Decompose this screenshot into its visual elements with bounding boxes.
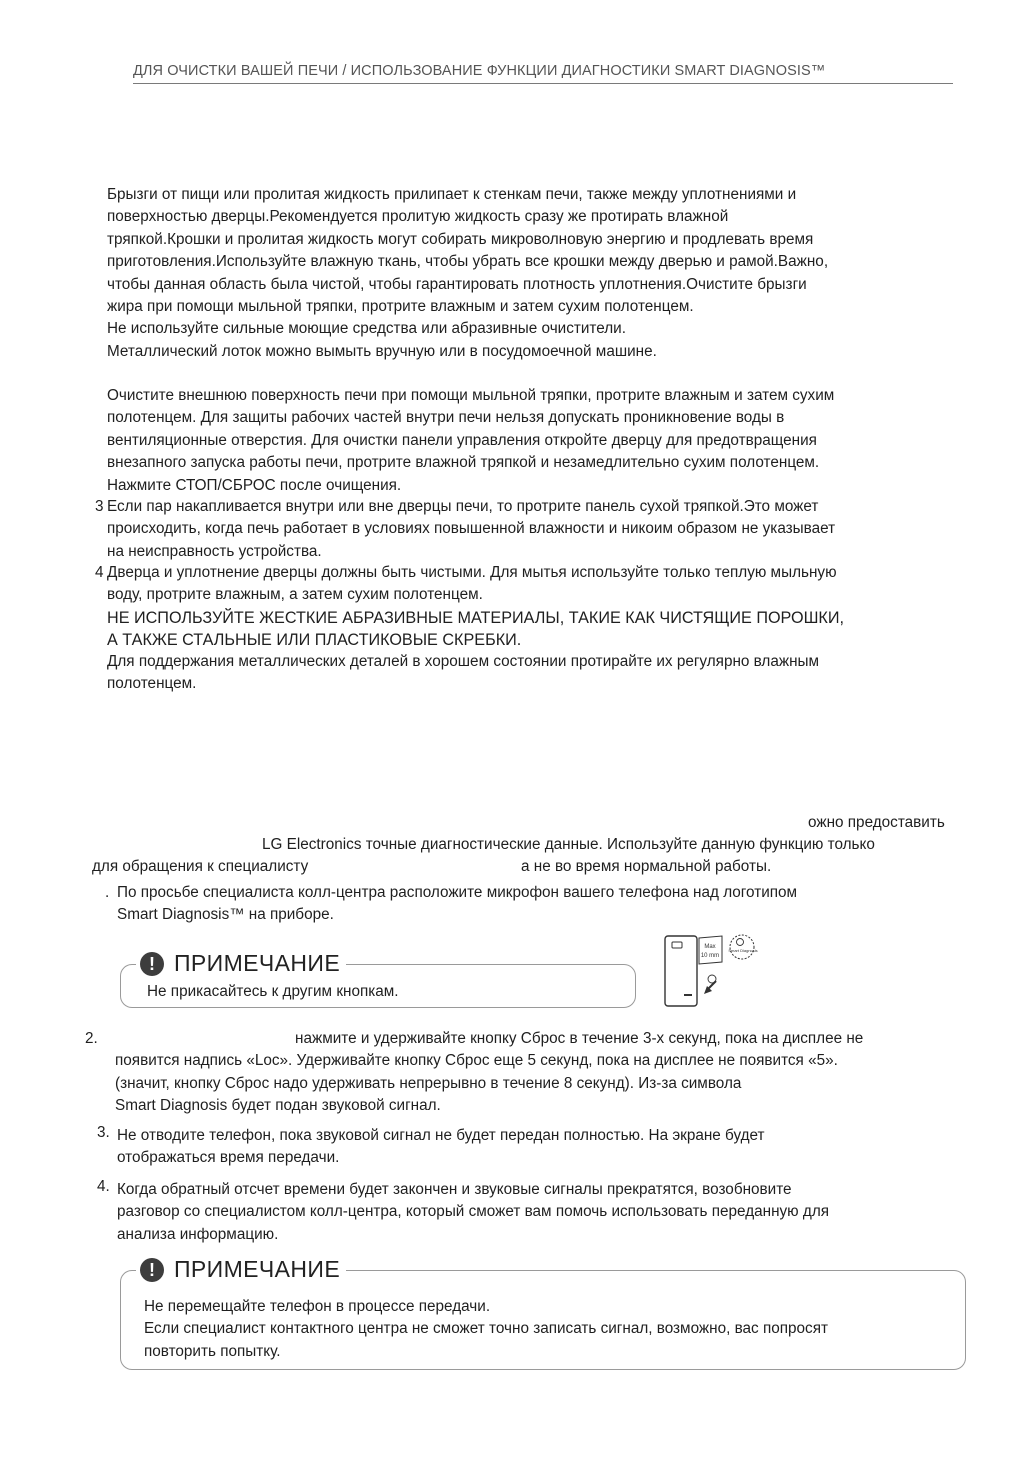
text-line: Когда обратный отсчет времени будет закончен и звуковые сигналы прекратятся, возобновите bbox=[117, 1181, 792, 1198]
item-number: 3 bbox=[95, 498, 104, 515]
page-header: ДЛЯ ОЧИСТКИ ВАШЕЙ ПЕЧИ / ИСПОЛЬЗОВАНИЕ ФУНКЦИИ ДИАГНОСТИКИ SMART DIAGNOSIS™ bbox=[133, 63, 953, 84]
cleaning-item-4 bbox=[95, 562, 995, 692]
cleaning-item-3 bbox=[95, 496, 995, 566]
phone-placement-illustration bbox=[660, 932, 770, 1010]
text-line: (значит, кнопку Сброс надо удерживать непрерывно в течение 8 секунд). Из-за символа bbox=[115, 1074, 742, 1092]
warning-caps-line: А ТАКЖЕ СТАЛЬНЫЕ ИЛИ ПЛАСТИКОВЫЕ СКРЕБКИ. bbox=[107, 630, 522, 649]
text-line: отображаться время передачи. bbox=[117, 1149, 340, 1167]
text-line: внезапного запуска работы печи, протрите влажной тряпкой и незамедлительно сухим полотенцем. bbox=[107, 454, 820, 472]
diagnosis-step-3 bbox=[97, 1125, 967, 1173]
distance-label: 10 mm bbox=[700, 953, 720, 959]
diagnosis-intro-line-2: LG Electronics точные диагностические данные. Используйте данную функцию только bbox=[262, 836, 875, 853]
note-title: ПРИМЕЧАНИЕ bbox=[174, 1256, 341, 1282]
text-line: Smart Diagnosis™ на приборе. bbox=[117, 906, 334, 924]
appliance-panel bbox=[699, 936, 722, 964]
text-line: Smart Diagnosis будет подан звуковой сигнал. bbox=[115, 1097, 441, 1115]
note-title: ПРИМЕЧАНИЕ bbox=[174, 950, 341, 976]
item-number: 2. bbox=[85, 1030, 98, 1047]
text-line: Очистите внешнюю поверхность печи при помощи мыльной тряпки, протрите влажным и затем сухим bbox=[107, 387, 835, 404]
text-line: Брызги от пищи или пролитая жидкость прилипает к стенкам печи, также между уплотнениями и bbox=[107, 186, 797, 203]
text-line: Металлический лоток можно вымыть вручную или в посудомоечной машине. bbox=[107, 342, 657, 360]
text-line: вентиляционные отверстия. Для очистки панели управления откройте дверцу для предотвращения bbox=[107, 431, 817, 449]
text-line: Не используйте сильные моющие средства или абразивные очистители. bbox=[107, 320, 626, 338]
text-line: тряпкой.Крошки и пролитая жидкость могут собирать микроволновую энергию и продлевать время bbox=[107, 230, 814, 248]
warning-caps-line: НЕ ИСПОЛЬЗУЙТЕ ЖЕСТКИЕ АБРАЗИВНЫЕ МАТЕРИАЛЫ, ТАКИЕ КАК ЧИСТЯЩИЕ ПОРОШКИ, bbox=[107, 608, 844, 627]
diagnosis-step-4 bbox=[97, 1179, 967, 1249]
logo-label: Smart Diagnosis bbox=[728, 948, 758, 953]
text-line: анализа информацию. bbox=[117, 1225, 279, 1243]
note-header-1 bbox=[136, 950, 346, 977]
exclamation-icon: ! bbox=[140, 952, 164, 976]
text-line: разговор со специалистом колл-центра, который сможет вам помочь использовать переданную для bbox=[117, 1203, 830, 1221]
diagnosis-intro-line-3b: а не во время нормальной работы. bbox=[521, 858, 772, 875]
text-line: чтобы данная область была чистой, чтобы гарантировать плотность уплотнения.Очистите брызги bbox=[107, 275, 807, 293]
text-line: происходить, когда печь работает в условиях повышенной влажности и никоим образом не указывает bbox=[107, 520, 836, 538]
text-line: полотенцем. bbox=[107, 675, 197, 693]
text-line: повторить попытку. bbox=[144, 1342, 281, 1360]
note-header-2 bbox=[136, 1256, 346, 1283]
diagnosis-step-1 bbox=[105, 882, 945, 930]
phone-detail bbox=[684, 994, 692, 996]
max-label: Max bbox=[704, 944, 716, 950]
text-line: появится надпись «Loc». Удерживайте кнопку Сброс еще 5 секунд, пока на дисплее не появится «5». bbox=[115, 1052, 838, 1070]
text-line: Не отводите телефон, пока звуковой сигнал не будет передан полностью. На экране будет bbox=[117, 1127, 765, 1144]
text-line: Дверца и уплотнение дверцы должны быть чистыми. Для мытья используйте только теплую мыльную bbox=[107, 564, 837, 581]
item-number: 3. bbox=[97, 1124, 110, 1141]
text-line: Если пар накапливается внутри или вне дверцы печи, то протрите панель сухой тряпкой.Это может bbox=[107, 498, 819, 515]
text-line: воду, протрите влажным, а затем сухим полотенцем. bbox=[107, 586, 483, 604]
diagnosis-step-2 bbox=[85, 1028, 975, 1120]
text-line: жира при помощи мыльной тряпки, протрите влажным и затем сухим полотенцем. bbox=[107, 298, 694, 316]
text-line: нажмите и удерживайте кнопку Сброс в течение 3-х секунд, пока на дисплее не bbox=[295, 1030, 864, 1047]
phone-shape bbox=[665, 936, 697, 1006]
text-line: Если специалист контактного центра не сможет точно записать сигнал, возможно, вас попросят bbox=[144, 1320, 828, 1338]
cleaning-inside-section bbox=[107, 184, 828, 363]
text-line: полотенцем. Для защиты рабочих частей внутри печи нельзя допускать проникновение воды в bbox=[107, 409, 785, 427]
text-line: приготовления.Используйте влажную ткань, чтобы убрать все крошки между дверью и рамой.Важно, bbox=[107, 253, 829, 271]
diagnosis-intro-line-1: ожно предоставить bbox=[808, 814, 945, 831]
diagnosis-intro-line-3a: для обращения к специалисту bbox=[92, 858, 309, 875]
text-line: Не перемещайте телефон в процессе передачи. bbox=[144, 1298, 491, 1315]
cleaning-outside-section bbox=[107, 385, 834, 497]
item-number: . bbox=[105, 884, 110, 901]
exclamation-icon: ! bbox=[140, 1258, 164, 1282]
item-number: 4. bbox=[97, 1178, 110, 1195]
note-text-1 bbox=[147, 981, 399, 1003]
text-line: Нажмите СТОП/СБРОС после очищения. bbox=[107, 476, 402, 494]
text-line: на неисправность устройства. bbox=[107, 542, 322, 560]
note-text-2 bbox=[144, 1296, 828, 1363]
item-number: 4 bbox=[95, 564, 104, 581]
text-line: По просьбе специалиста колл-центра расположите микрофон вашего телефона над логотипом bbox=[117, 884, 798, 901]
text-line: Для поддержания металлических деталей в хорошем состоянии протирайте их регулярно влажным bbox=[107, 652, 820, 670]
small-logo-icon bbox=[708, 975, 716, 983]
text-line: Не прикасайтесь к другим кнопкам. bbox=[147, 983, 399, 1000]
text-line: поверхностью дверцы.Рекомендуется пролитую жидкость сразу же протирать влажной bbox=[107, 208, 729, 226]
